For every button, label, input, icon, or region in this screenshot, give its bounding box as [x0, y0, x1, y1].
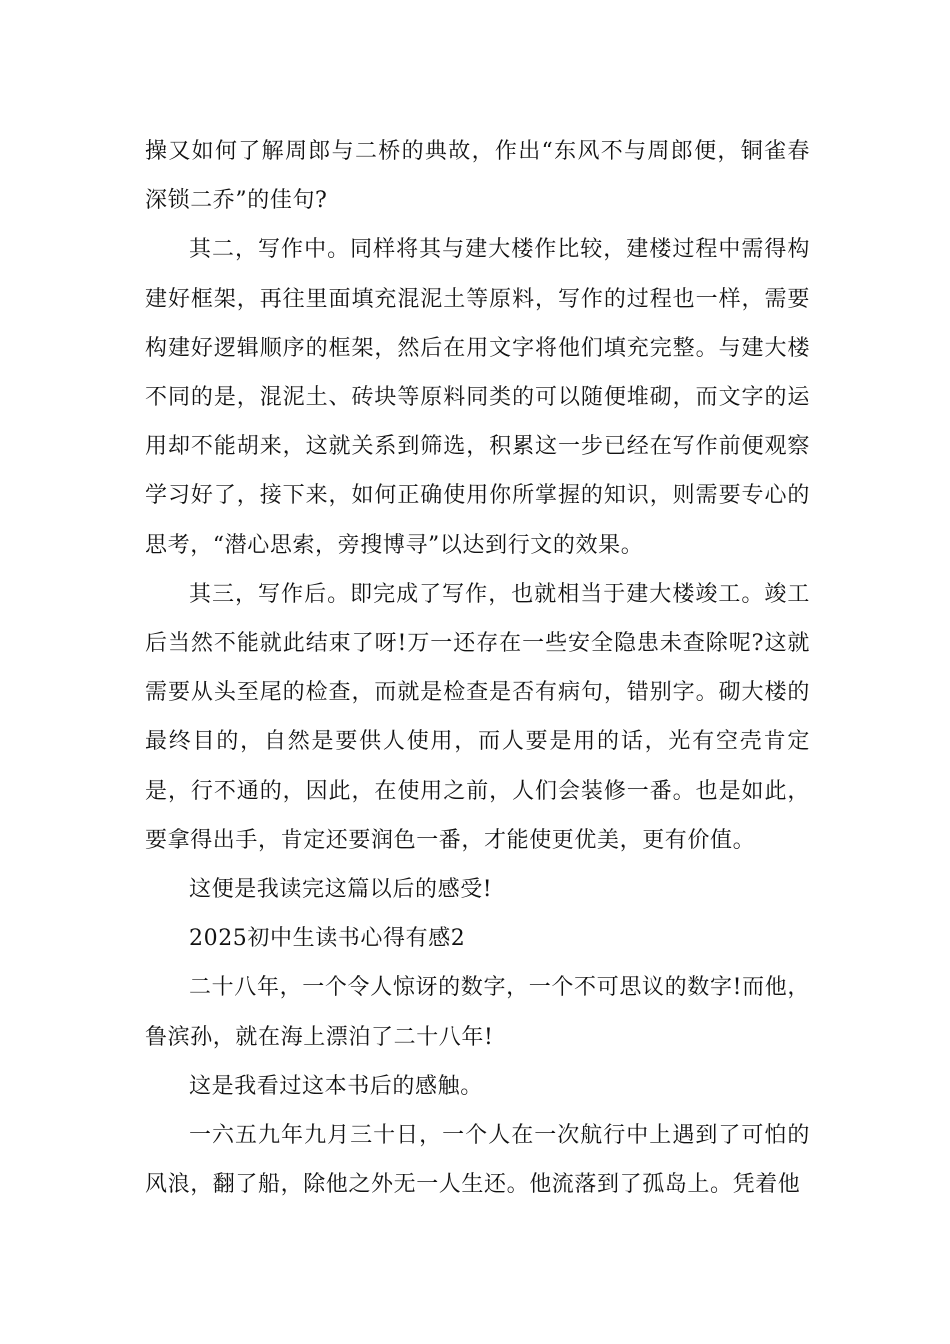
paragraph-story: 一六五九年九月三十日，一个人在一次航行中上遇到了可怕的风浪，翻了船，除他之外无一人生还。他流落到了孤岛上。凭着他 — [145, 1123, 810, 1198]
paragraph-reflection: 这是我看过这本书后的感触。 — [189, 1073, 483, 1099]
document-body — [145, 127, 810, 1209]
paragraph-intro: 二十八年，一个令人惊讶的数字，一个不可思议的数字!而他，鲁滨孙，就在海上漂泊了二十八年! — [145, 975, 810, 1050]
paragraph-continuation: 操又如何了解周郎与二桥的典故，作出“东风不与周郎便，铜雀春深锁二乔”的佳句? — [145, 139, 810, 214]
paragraph-conclusion: 这便是我读完这篇以后的感受! — [189, 877, 493, 903]
paragraph-part-three: 其三，写作后。即完成了写作，也就相当于建大楼竣工。竣工后当然不能就此结束了呀!万一还存在一些安全隐患未查除呢?这就需要从头至尾的检查，而就是检查是否有病句，错别字。砌大楼的最终目的，自然是要供人使用，而人要是用的话，光有空壳肯定是，行不通的，因此，在使用之前，人们会装修一番。也是如此，要拿得出手，肯定还要润色一番，才能使更优美，更有价值。 — [145, 581, 810, 853]
paragraph-part-two: 其二，写作中。同样将其与建大楼作比较，建楼过程中需得构建好框架，再往里面填充混泥土等原料，写作的过程也一样，需要构建好逻辑顺序的框架，然后在用文字将他们填充完整。与建大楼不同的是，混泥土、砖块等原料同类的可以随便堆砌，而文字的运用却不能胡来，这就关系到筛选，积累这一步已经在写作前便观察学习好了，接下来，如何正确使用你所掌握的知识，则需要专心的思考，“潜心思索，旁搜博寻”以达到行文的效果。 — [145, 237, 810, 558]
section-heading: 2025初中生读书心得有感2 — [189, 926, 466, 952]
